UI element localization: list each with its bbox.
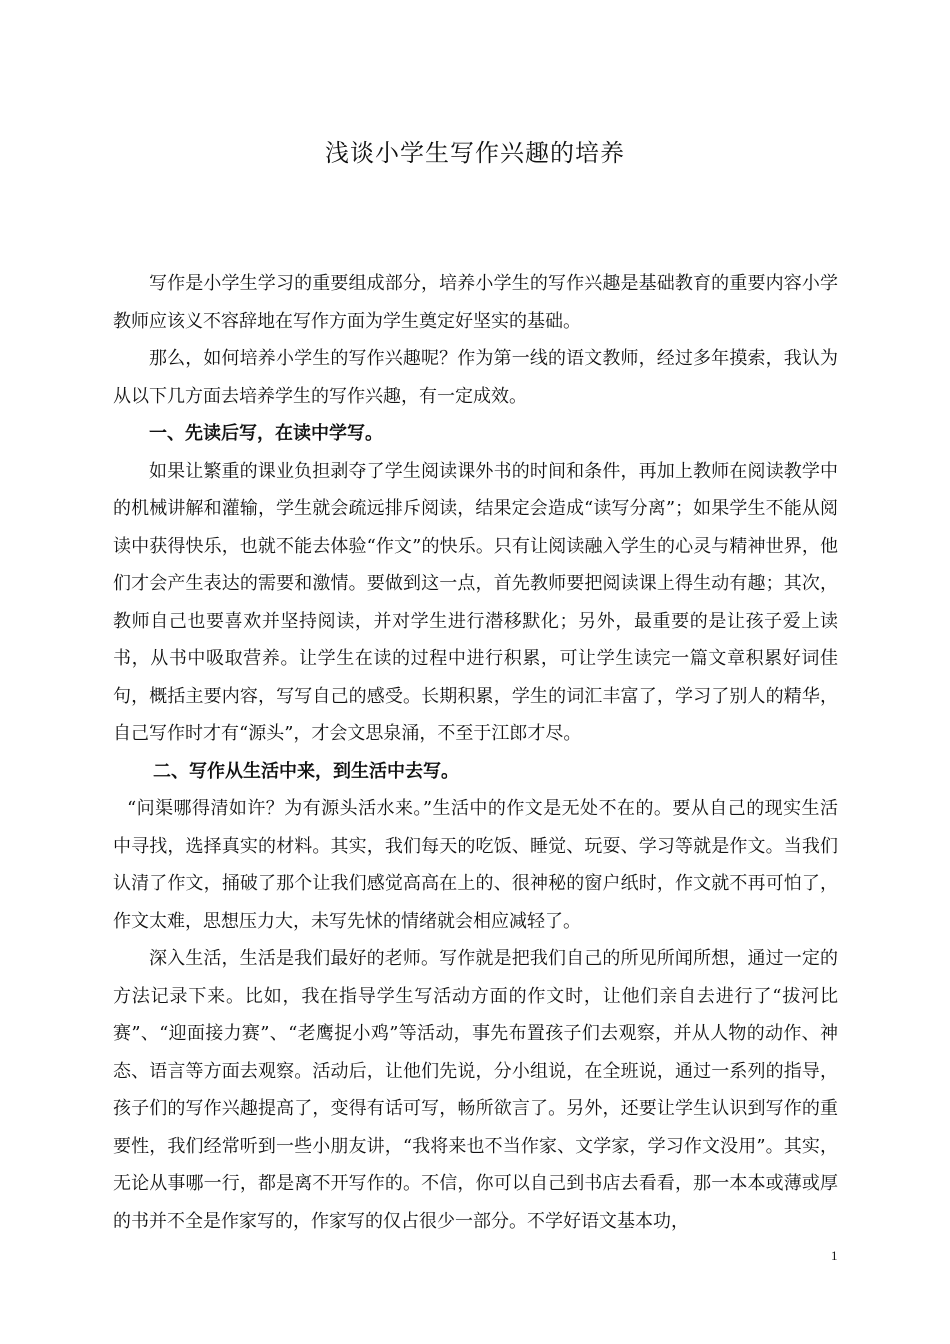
page-number: 1	[831, 1248, 838, 1263]
section-2-paragraph-2: 深入生活，生活是我们最好的老师。写作就是把我们自己的所见所闻所想，通过一定的方法记录下来。比如，我在指导学生写活动方面的作文时，让他们亲自去进行了“拔河比赛”、“迎面接力赛”、“老鹰捉小鸡”等活动，事先布置孩子们去观察，并从人物的动作、神态、语言等方面去观察。活动后，让他们先说，分小组说，在全班说，通过一系列的指导，孩子们的写作兴趣提高了，变得有话可写，畅所欲言了。另外，还要让学生认识到写作的重要性，我们经常听到一些小朋友讲，“我将来也不当作家、文学家，学习作文没用”。其实，无论从事哪一行，都是离不开写作的。不信，你可以自己到书店去看看，那一本本或薄或厚的书并不全是作家写的，作家写的仅占很少一部分。不学好语文基本功，	[113, 948, 838, 1232]
document-title: 浅谈小学生写作兴趣的培养	[325, 139, 625, 167]
intro-paragraph-2: 那么，如何培养小学生的写作兴趣呢？作为第一线的语文教师，经过多年摸索，我认为从以下几方面去培养学生的写作兴趣，有一定成效。	[113, 348, 838, 407]
section-2-heading: 二、写作从生活中来，到生活中去写。	[153, 760, 459, 782]
section-1-heading: 一、先读后写，在读中学写。	[149, 423, 383, 444]
document-body	[113, 265, 838, 1240]
intro-paragraph-1: 写作是小学生学习的重要组成部分，培养小学生的写作兴趣是基础教育的重要内容小学教师应该义不容辞地在写作方面为学生奠定好坚实的基础。	[113, 273, 838, 332]
section-1-paragraph-1: 如果让繁重的课业负担剥夺了学生阅读课外书的时间和条件，再加上教师在阅读教学中的机械讲解和灌输，学生就会疏远排斥阅读，结果定会造成“读写分离”；如果学生不能从阅读中获得快乐，也就不能去体验“作文”的快乐。只有让阅读融入学生的心灵与精神世界，他们才会产生表达的需要和激情。要做到这一点，首先教师要把阅读课上得生动有趣；其次，教师自己也要喜欢并坚持阅读，并对学生进行潜移默化；另外，最重要的是让孩子爱上读书，从书中吸取营养。让学生在读的过程中进行积累，可让学生读完一篇文章积累好词佳句，概括主要内容，写写自己的感受。长期积累，学生的词汇丰富了，学习了别人的精华，自己写作时才有“源头”，才会文思泉涌，不至于江郎才尽。	[113, 460, 838, 744]
section-2-paragraph-1: “问渠哪得清如许？为有源头活水来。”生活中的作文是无处不在的。要从自己的现实生活中寻找，选择真实的材料。其实，我们每天的吃饭、睡觉、玩耍、学习等就是作文。当我们认清了作文，捅破了那个让我们感觉高高在上的、很神秘的窗户纸时，作文就不再可怕了，作文太难，思想压力大，未写先怵的情绪就会相应减轻了。	[113, 798, 838, 932]
